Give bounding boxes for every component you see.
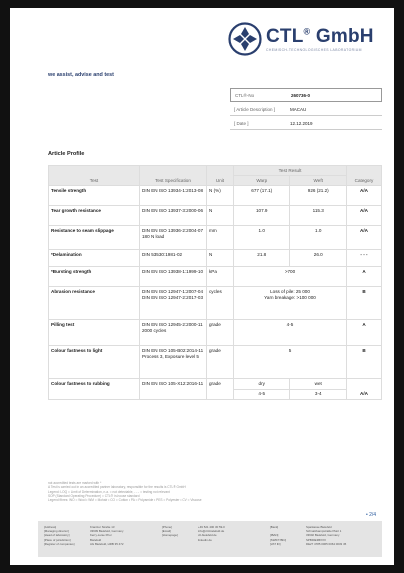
footer-col-2: Krantzer Straße 13 33609 Bielefeld, Germany Kerry-Luise Prior Bielefeld AG Bielefeld, HRB 35 472: [90, 525, 124, 546]
section-title: Article Profile: [48, 151, 85, 157]
cell-test: Tensile strength: [49, 186, 140, 206]
company-footer: [38, 521, 382, 557]
cell-unit: grade: [207, 379, 234, 399]
cell-spec: DIN EN ISO 13938-1:1999-10: [140, 267, 207, 287]
footer-col-6: Sparkasse Bielefeld Schnatzkampstraße Platz 1 33602 Bielefeld, Germany SPBIDE3BXXX DE27 4785 0065 0064 0033 45: [306, 525, 347, 546]
footer-col-5: [Bank] [IBAN] [SWIFT/BIC] [VAT ID]: [270, 525, 287, 546]
cell-spec: DIN EN ISO 12947-1:2007-04 DIN EN ISO 12947-2:2017-03: [140, 287, 207, 320]
cell-test: Abrasion resistance: [49, 287, 140, 320]
meta-value: MACAU: [290, 106, 307, 112]
meta-row-article: [230, 103, 382, 116]
table-row: [49, 346, 382, 379]
cell-unit: grade: [207, 346, 234, 379]
meta-label: [ Article Description ]: [234, 106, 276, 112]
cell-category: A/A: [347, 186, 382, 206]
page-number: • 2/4: [366, 512, 377, 518]
cell-category: A: [347, 320, 382, 346]
footnote: not accredited tests are marked with *: [48, 481, 102, 485]
footnote: A Test is carried out in an accredited partner laboratory, responsible for the results is CTL® GmbH: [48, 485, 186, 490]
cell-result: >700: [234, 267, 347, 287]
cell-weft: 1.0: [290, 226, 347, 250]
cell-dry-label: dry: [234, 379, 290, 389]
tagline: we assist, advise and test: [48, 72, 114, 78]
cell-result: 5: [234, 346, 347, 379]
cell-wet-value: 3-4: [290, 389, 347, 399]
table-row: [49, 287, 382, 320]
table-row: [49, 250, 382, 267]
table-row: [49, 186, 382, 206]
cell-spec: DIN EN ISO 13934-1:2013-08: [140, 186, 207, 206]
abrasion-yarn-breakage: Yarn breakage: >100 000: [264, 295, 316, 301]
article-profile-table: [48, 165, 382, 400]
header-category: Category: [347, 166, 382, 186]
cell-spec: DIN EN ISO 105-B02:2014-11 Process 3, Exposure level 5: [140, 346, 207, 379]
ctl-logo-icon: [228, 22, 262, 56]
table-row: [49, 267, 382, 287]
cell-category: A/A: [347, 226, 382, 250]
table-row: [49, 320, 382, 346]
header-result: Test Result: [234, 166, 347, 176]
header-spec: Test Specification: [140, 166, 207, 186]
table-row: [49, 379, 382, 389]
cell-category: - - -: [347, 250, 382, 267]
cell-spec: DIN EN ISO 13937-3:2000-06: [140, 206, 207, 226]
cell-test: *Delamination: [49, 250, 140, 267]
meta-label: CTL®-No: [235, 92, 255, 98]
cell-test: Colour fastness to light: [49, 346, 140, 379]
footnote: SOP (Standard Operating Procedure) = CTL® in-house standard: [48, 493, 140, 498]
cell-test: Tear growth resistance: [49, 206, 140, 226]
cell-result: [234, 287, 347, 320]
report-meta: [230, 88, 382, 131]
footnote: Legend: LOQ = Limit of Determination, n.a. = not detectable, - - - = testing not relevant: [48, 489, 170, 494]
cell-spec: DIN EN ISO 105-X12:2016-11: [140, 379, 207, 399]
cell-category: A/A: [347, 206, 382, 226]
cell-warp: 1.0: [234, 226, 290, 250]
cell-category: A/A: [347, 379, 382, 399]
cell-weft: 115.3: [290, 206, 347, 226]
cell-test: *Bursting strength: [49, 267, 140, 287]
cell-spec: DIN EN ISO 12945-2:2000-11 2000 cycles: [140, 320, 207, 346]
footer-col-3: [Phone] [Email] [Homepage]: [162, 525, 178, 538]
table-row: [49, 226, 382, 250]
report-page: [10, 8, 394, 565]
cell-unit: mm: [207, 226, 234, 250]
meta-value: 12.12.2019: [290, 120, 313, 126]
cell-test: Resistance to seam slippage: [49, 226, 140, 250]
cell-test: Pilling test: [49, 320, 140, 346]
cell-weft: 926 (21.2): [290, 186, 347, 206]
header-unit: Unit: [207, 166, 234, 186]
cell-spec: DIN 53530:1981-02: [140, 250, 207, 267]
cell-category: A: [347, 267, 382, 287]
cell-test: Colour fastness to rubbing: [49, 379, 140, 399]
footnotes: [48, 481, 348, 503]
cell-spec: DIN EN ISO 13936-2:2004-07 180 N load: [140, 226, 207, 250]
cell-unit: kPa: [207, 267, 234, 287]
cell-result: 4-5: [234, 320, 347, 346]
brand-name: CTL® GmbH: [266, 26, 374, 47]
meta-row-ctl-no: [230, 88, 382, 102]
abrasion-loss-of-pile: Loss of pile: 25 000: [270, 288, 310, 294]
cell-warp: 677 (17.1): [234, 186, 290, 206]
meta-row-date: [230, 117, 382, 130]
header-warp: Warp: [234, 176, 290, 186]
cell-unit: N: [207, 206, 234, 226]
cell-unit: grade: [207, 320, 234, 346]
cell-weft: 26.0: [290, 250, 347, 267]
header-weft: Weft: [290, 176, 347, 186]
cell-dry-value: 4-5: [234, 389, 290, 399]
cell-category: B: [347, 287, 382, 320]
footnote: Legend fibres: WO = Wool • WM = Mohair • CO = Cotton • PA = Polyamide • PES = Polyester • CV = Viscose: [48, 498, 202, 503]
header-test: Test: [49, 166, 140, 186]
cell-category: B: [347, 346, 382, 379]
footer-col-1: [Address] [Managing director] [Head of laboratory] [Place of jurisdiction] [Register of companies]: [44, 525, 75, 546]
cell-unit: cycles: [207, 287, 234, 320]
cell-unit: N: [207, 250, 234, 267]
cell-wet-label: wet: [290, 379, 347, 389]
footer-col-4: +49 521 400 30 59-0 info@ctl-bielefeld.de ctl-bielefeld.de linkedin.de: [198, 525, 225, 542]
meta-label: [ Date ]: [234, 120, 249, 126]
cell-unit: N (%): [207, 186, 234, 206]
cell-warp: 107.9: [234, 206, 290, 226]
brand-subtitle: CHEMISCH-TECHNOLOGISCHES LABORATORIUM: [266, 48, 362, 52]
table-row: [49, 206, 382, 226]
cell-warp: 21.8: [234, 250, 290, 267]
meta-value: 260736-0: [291, 92, 311, 98]
